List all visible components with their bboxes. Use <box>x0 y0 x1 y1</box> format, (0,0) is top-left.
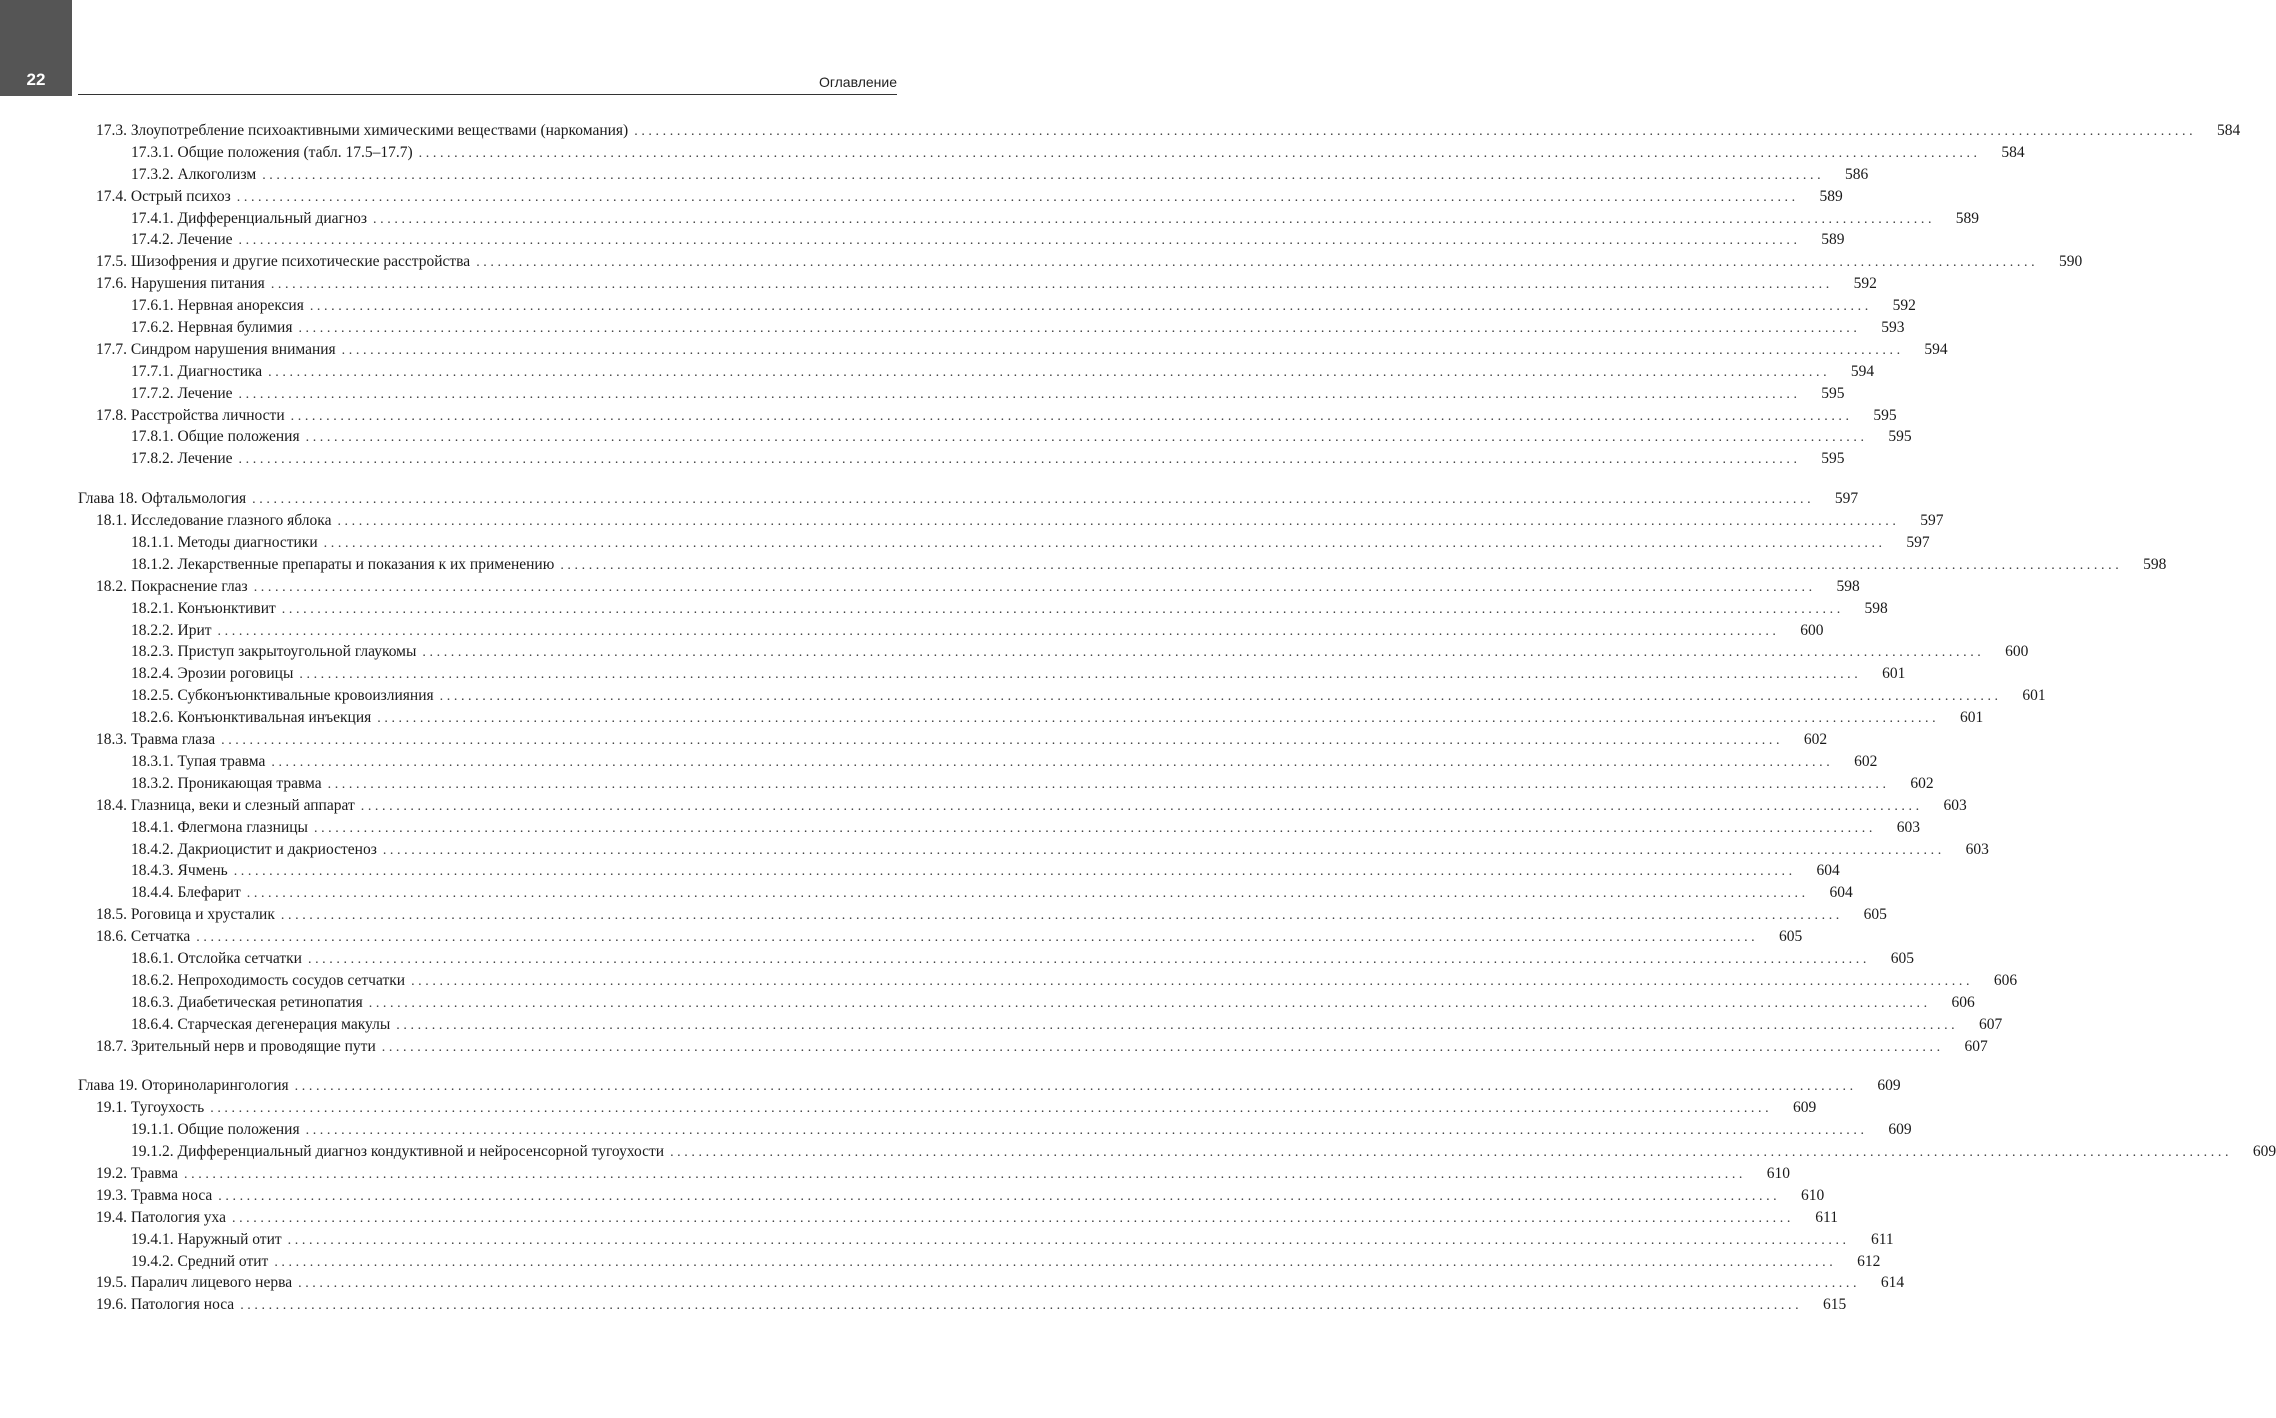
toc-entry[interactable] <box>78 751 1878 773</box>
toc-entry-page: 610 <box>1766 1164 1791 1182</box>
toc-entry-page: 605 <box>1890 949 1914 967</box>
dot-leader: ............................................................................................................................................................................................................................ <box>381 1039 1944 1055</box>
toc-entry[interactable] <box>78 598 1888 620</box>
toc-entry-page: 595 <box>1888 428 1912 446</box>
toc-entry[interactable] <box>78 904 1887 926</box>
toc-entry-title: 19.4. Патология уха <box>96 1208 226 1226</box>
dot-leader: ............................................................................................................................................................................................................................ <box>298 321 1861 337</box>
toc-entry-title: 18.2.2. Ирит <box>131 621 212 639</box>
toc-entry-title: 18.2. Покраснение глаз <box>96 577 248 595</box>
toc-entry-title: 19.4.2. Средний отит <box>131 1252 269 1270</box>
dot-leader: ............................................................................................................................................................................................................................ <box>233 864 1796 880</box>
toc-entry-title: 19.1. Тугоухость <box>96 1099 205 1117</box>
toc-entry-title: 17.3.2. Алкоголизм <box>131 165 257 183</box>
toc-entry[interactable] <box>78 1141 2276 1163</box>
dot-leader: ............................................................................................................................................................................................................................ <box>184 1166 1747 1182</box>
toc-entry-page: 595 <box>1821 450 1845 468</box>
toc-entry[interactable] <box>78 142 2025 164</box>
toc-entry-title: 17.6.1. Нервная анорексия <box>131 297 304 315</box>
dot-leader: ............................................................................................................................................................................................................................ <box>305 430 1868 446</box>
dot-leader: ............................................................................................................................................................................................................................ <box>377 711 1940 727</box>
toc-entry-page: 615 <box>1822 1296 1847 1314</box>
toc-entry-title: 18.2.5. Субконъюнктивальные кровоизлияния <box>131 687 434 705</box>
toc-entry-page: 589 <box>1955 209 1980 227</box>
toc-entry-title: 18.2.6. Конъюнктивальная инъекция <box>131 709 372 727</box>
toc-entry-title: 19.4.1. Наружный отит <box>131 1230 282 1248</box>
dot-leader: ............................................................................................................................................................................................................................ <box>270 277 1833 293</box>
toc-entry-title: 17.4.2. Лечение <box>131 231 233 249</box>
toc-entry-title: 17.6.2. Нервная булимия <box>131 319 293 337</box>
toc-entry[interactable] <box>78 685 2046 707</box>
toc-entry[interactable] <box>78 273 1877 295</box>
toc-entry-title: 18.3. Травма глаза <box>96 731 216 749</box>
toc-entry-page: 602 <box>1910 774 1934 792</box>
toc-entry[interactable] <box>78 208 1980 230</box>
toc-entry[interactable] <box>78 729 1828 751</box>
dot-leader: ............................................................................................................................................................................................................................ <box>196 930 1759 946</box>
dot-leader: ............................................................................................................................................................................................................................ <box>262 167 1825 183</box>
toc-entry-page: 607 <box>1964 1037 1988 1055</box>
toc-entry-page: 604 <box>1829 884 1853 902</box>
toc-entry-title: 18.7. Зрительный нерв и проводящие пути <box>96 1037 376 1055</box>
toc-entry[interactable] <box>78 229 1845 251</box>
dot-leader: ............................................................................................................................................................................................................................ <box>238 452 1801 468</box>
dot-leader: ............................................................................................................................................................................................................................ <box>298 1276 1861 1292</box>
dot-leader: ............................................................................................................................................................................................................................ <box>309 299 1872 315</box>
dot-leader: ............................................................................................................................................................................................................................ <box>246 886 1809 902</box>
toc-entry-page: 609 <box>1877 1077 1901 1095</box>
toc-entry[interactable] <box>78 795 1967 817</box>
table-of-contents <box>78 120 2276 1334</box>
toc-entry-title: 19.1.1. Общие положения <box>131 1121 300 1139</box>
dot-leader: ............................................................................................................................................................................................................................ <box>217 623 1780 639</box>
toc-entry-page: 603 <box>1896 818 1920 836</box>
dot-leader: ............................................................................................................................................................................................................................ <box>368 995 1931 1011</box>
toc-entry-page: 614 <box>1880 1274 1905 1292</box>
dot-leader: ............................................................................................................................................................................................................................ <box>274 1254 1837 1270</box>
toc-entry-title: 18.5. Роговица и хрусталик <box>96 906 275 924</box>
dot-leader: ............................................................................................................................................................................................................................ <box>290 408 1853 424</box>
toc-entry-title: 18.4.2. Дакриоцистит и дакриостеноз <box>131 840 377 858</box>
dot-leader: ............................................................................................................................................................................................................................ <box>240 1298 1803 1314</box>
dot-leader: ............................................................................................................................................................................................................................ <box>271 754 1834 770</box>
dot-leader: ............................................................................................................................................................................................................................ <box>238 386 1801 402</box>
toc-entry-page: 592 <box>1892 297 1916 315</box>
toc-entry-page: 597 <box>1920 512 1944 530</box>
toc-entry-title: 18.3.2. Проникающая травма <box>131 774 322 792</box>
dot-leader: ............................................................................................................................................................................................................................ <box>373 211 1936 227</box>
toc-entry[interactable] <box>78 164 1869 186</box>
dot-leader: ............................................................................................................................................................................................................................ <box>396 1017 1959 1033</box>
toc-entry-title: 18.4. Глазница, веки и слезный аппарат <box>96 796 355 814</box>
running-title: Оглавление <box>818 74 897 90</box>
dot-leader: ............................................................................................................................................................................................................................ <box>253 579 1816 595</box>
toc-entry-page: 594 <box>1850 362 1875 380</box>
toc-entry[interactable] <box>78 251 2083 273</box>
toc-entry[interactable] <box>78 992 1975 1014</box>
toc-entry[interactable] <box>78 1097 1817 1119</box>
toc-entry-page: 611 <box>1870 1230 1894 1248</box>
toc-entry[interactable] <box>78 882 1853 904</box>
toc-entry-page: 597 <box>1906 534 1930 552</box>
dot-leader: ............................................................................................................................................................................................................................ <box>287 1232 1850 1248</box>
toc-entry-page: 584 <box>2216 122 2241 139</box>
toc-entry-page: 598 <box>2143 555 2167 573</box>
toc-entry[interactable] <box>78 554 2167 576</box>
toc-entry-page: 605 <box>1779 928 1803 946</box>
toc-entry-title: 18.4.3. Ячмень <box>131 862 228 880</box>
toc-entry[interactable] <box>78 663 1906 685</box>
toc-entry-title: 19.6. Патология носа <box>96 1296 235 1314</box>
toc-entry-title: 19.2. Травма <box>96 1164 179 1182</box>
toc-entry-page: 610 <box>1801 1186 1825 1204</box>
page-number-box <box>0 0 72 96</box>
toc-entry-page: 589 <box>1819 187 1843 205</box>
toc-entry-page: 603 <box>1943 796 1967 814</box>
dot-leader: ............................................................................................................................................................................................................................ <box>280 908 1843 924</box>
toc-entry-page: 604 <box>1816 862 1840 880</box>
toc-entry-title: 17.7. Синдром нарушения внимания <box>96 340 336 358</box>
toc-entry-title: 17.6. Нарушения питания <box>96 275 265 293</box>
toc-entry[interactable] <box>78 641 2029 663</box>
dot-leader: ............................................................................................................................................................................................................................ <box>327 776 1890 792</box>
toc-entry-page: 606 <box>1951 993 1975 1011</box>
dot-leader: ............................................................................................................................................................................................................................ <box>418 145 1981 161</box>
toc-entry[interactable] <box>78 1036 1988 1058</box>
toc-entry-page: 600 <box>2005 643 2029 661</box>
toc-entry[interactable] <box>78 317 1905 339</box>
toc-entry[interactable] <box>78 1251 1881 1273</box>
toc-entry-title: 18.6.3. Диабетическая ретинопатия <box>131 993 363 1011</box>
toc-entry-page: 600 <box>1800 621 1824 639</box>
toc-entry[interactable] <box>78 448 1845 470</box>
dot-leader: ............................................................................................................................................................................................................................ <box>221 733 1784 749</box>
toc-entry-page: 601 <box>1960 709 1984 727</box>
toc-entry-title: 19.1.2. Дифференциальный диагноз кондуктивной и нейросенсорной тугоухости <box>131 1143 665 1161</box>
toc-entry[interactable] <box>78 926 1803 948</box>
dot-leader: ............................................................................................................................................................................................................................ <box>210 1101 1773 1117</box>
toc-entry-title: 18.2.4. Эрозии роговицы <box>131 665 294 683</box>
toc-entry[interactable] <box>78 120 2241 142</box>
dot-leader: ............................................................................................................................................................................................................................ <box>341 342 1904 358</box>
dot-leader: ............................................................................................................................................................................................................................ <box>281 601 1844 617</box>
toc-entry-page: 607 <box>1979 1015 2003 1033</box>
toc-entry-title: 17.8. Расстройства личности <box>96 406 285 424</box>
toc-entry-page: 605 <box>1863 906 1887 924</box>
dot-leader: ............................................................................................................................................................................................................................ <box>305 1123 1868 1139</box>
toc-entry-page: 601 <box>1882 665 1906 683</box>
toc-entry-page: 592 <box>1853 275 1877 293</box>
toc-entry-title: 17.5. Шизофрения и другие психотические расстройства <box>96 253 471 271</box>
dot-leader: ............................................................................................................................................................................................................................ <box>360 798 1923 814</box>
toc-entry[interactable] <box>78 405 1897 427</box>
toc-entry[interactable] <box>78 860 1840 882</box>
toc-entry-page: 586 <box>1844 165 1869 183</box>
toc-entry[interactable] <box>78 970 2018 992</box>
toc-entry[interactable] <box>78 1163 1791 1185</box>
dot-leader: ............................................................................................................................................................................................................................ <box>252 492 1815 508</box>
toc-entry[interactable] <box>78 620 1824 642</box>
toc-entry-title: 17.7.2. Лечение <box>131 384 233 402</box>
toc-entry[interactable] <box>78 510 1944 532</box>
toc-entry-page: 602 <box>1803 731 1828 749</box>
dot-leader: ............................................................................................................................................................................................................................ <box>218 1188 1781 1204</box>
toc-entry[interactable] <box>78 426 1912 448</box>
header-rule <box>78 94 897 95</box>
toc-entry-title: 18.6.2. Непроходимость сосудов сетчатки <box>131 971 406 989</box>
toc-entry-title: 18.4.4. Блефарит <box>131 884 241 902</box>
dot-leader: ............................................................................................................................................................................................................................ <box>382 842 1945 858</box>
toc-entry-title: 18.6.1. Отслойка сетчатки <box>131 949 302 967</box>
toc-entry-title: 17.8.2. Лечение <box>131 450 233 468</box>
toc-entry[interactable] <box>78 1207 1838 1229</box>
dot-leader: ............................................................................................................................................................................................................................ <box>307 951 1870 967</box>
toc-entry-title: 17.7.1. Диагностика <box>131 362 263 380</box>
toc-entry-page: 606 <box>1993 971 2018 989</box>
toc-entry-title: 18.4.1. Флегмона глазницы <box>131 818 308 836</box>
toc-entry-page: 584 <box>2001 143 2025 161</box>
dot-leader: ............................................................................................................................................................................................................................ <box>439 689 2002 705</box>
toc-entry[interactable] <box>78 1119 1912 1141</box>
toc-entry-title: 17.4. Острый психоз <box>96 187 231 205</box>
toc-entry-page: 595 <box>1873 406 1897 424</box>
dot-leader: ............................................................................................................................................................................................................................ <box>236 189 1799 205</box>
toc-entry[interactable] <box>78 1014 2003 1036</box>
toc-entry-title: Глава 19. Оториноларингология <box>78 1077 289 1095</box>
toc-entry-page: 589 <box>1821 231 1845 249</box>
dot-leader: ............................................................................................................................................................................................................................ <box>422 645 1985 661</box>
toc-entry-page: 609 <box>1888 1121 1912 1139</box>
toc-entry-page: 598 <box>1836 577 1860 595</box>
toc-entry-title: 17.3. Злоупотребление психоактивными химическими веществами (наркомания) <box>96 122 629 139</box>
toc-entry-page: 601 <box>2022 687 2046 705</box>
toc-entry-title: 18.2.3. Приступ закрытоугольной глаукомы <box>131 643 417 661</box>
toc-entry[interactable] <box>78 339 1948 361</box>
toc-entry[interactable] <box>78 817 1920 839</box>
toc-section <box>78 488 2167 1057</box>
dot-leader: ............................................................................................................................................................................................................................ <box>323 536 1886 552</box>
toc-entry[interactable] <box>78 948 1914 970</box>
toc-chapter-entry[interactable] <box>78 1075 1901 1097</box>
toc-entry[interactable] <box>78 361 1875 383</box>
toc-entry-title: 18.6. Сетчатка <box>96 928 191 946</box>
toc-entry-page: 612 <box>1857 1252 1881 1270</box>
toc-entry-page: 609 <box>1792 1099 1817 1117</box>
toc-entry-title: 19.3. Травма носа <box>96 1186 213 1204</box>
toc-entry[interactable] <box>78 839 1989 861</box>
dot-leader: ............................................................................................................................................................................................................................ <box>670 1145 2233 1161</box>
toc-entry[interactable] <box>78 773 1934 795</box>
toc-entry[interactable] <box>78 295 1916 317</box>
toc-entry[interactable] <box>78 383 1845 405</box>
dot-leader: ............................................................................................................................................................................................................................ <box>411 973 1974 989</box>
dot-leader: ............................................................................................................................................................................................................................ <box>560 557 2123 573</box>
dot-leader: ............................................................................................................................................................................................................................ <box>337 514 1900 530</box>
toc-entry[interactable] <box>78 1185 1825 1207</box>
toc-entry[interactable] <box>78 532 1930 554</box>
dot-leader: ............................................................................................................................................................................................................................ <box>268 364 1831 380</box>
toc-entry[interactable] <box>78 186 1843 208</box>
toc-entry-page: 603 <box>1965 840 1989 858</box>
dot-leader: ............................................................................................................................................................................................................................ <box>231 1210 1794 1226</box>
toc-entry-title: 17.8.1. Общие положения <box>131 428 300 446</box>
toc-entry-page: 593 <box>1881 319 1905 337</box>
toc-entry-page: 602 <box>1854 752 1878 770</box>
dot-leader: ............................................................................................................................................................................................................................ <box>634 124 2197 139</box>
toc-entry[interactable] <box>78 1294 1847 1316</box>
toc-entry-title: 18.1.1. Методы диагностики <box>131 534 318 552</box>
toc-entry-page: 597 <box>1834 490 1859 508</box>
toc-entry-title: 17.4.1. Дифференциальный диагноз <box>131 209 368 227</box>
toc-entry-title: 18.1.2. Лекарственные препараты и показания к их применению <box>131 555 555 573</box>
toc-entry[interactable] <box>78 1229 1894 1251</box>
toc-entry-title: 18.6.4. Старческая дегенерация макулы <box>131 1015 391 1033</box>
dot-leader: ............................................................................................................................................................................................................................ <box>238 233 1801 249</box>
toc-entry-title: 19.5. Паралич лицевого нерва <box>96 1274 293 1292</box>
dot-leader: ............................................................................................................................................................................................................................ <box>294 1079 1857 1095</box>
toc-entry-page: 611 <box>1815 1208 1838 1226</box>
toc-chapter-entry[interactable] <box>78 488 1859 510</box>
toc-entry[interactable] <box>78 576 1860 598</box>
dot-leader: ............................................................................................................................................................................................................................ <box>299 667 1862 683</box>
toc-entry-page: 595 <box>1821 384 1845 402</box>
toc-entry-page: 594 <box>1924 340 1948 358</box>
toc-entry[interactable] <box>78 707 1984 729</box>
dot-leader: ............................................................................................................................................................................................................................ <box>313 820 1876 836</box>
toc-entry-page: 609 <box>2252 1143 2276 1161</box>
toc-entry[interactable] <box>78 1272 1905 1294</box>
toc-entry-title: 18.3.1. Тупая травма <box>131 752 266 770</box>
page-number: 22 <box>26 70 46 89</box>
toc-entry-title: Глава 18. Офтальмология <box>78 490 247 508</box>
toc-section <box>78 120 2241 470</box>
toc-entry-title: 18.1. Исследование глазного яблока <box>96 512 332 530</box>
toc-entry-title: 17.3.1. Общие положения (табл. 17.5–17.7) <box>131 143 413 161</box>
toc-entry-title: 18.2.1. Конъюнктивит <box>131 599 276 617</box>
toc-section <box>78 1075 2276 1316</box>
toc-entry-page: 598 <box>1864 599 1888 617</box>
toc-entry-page: 590 <box>2058 253 2083 271</box>
dot-leader: ............................................................................................................................................................................................................................ <box>476 255 2039 271</box>
